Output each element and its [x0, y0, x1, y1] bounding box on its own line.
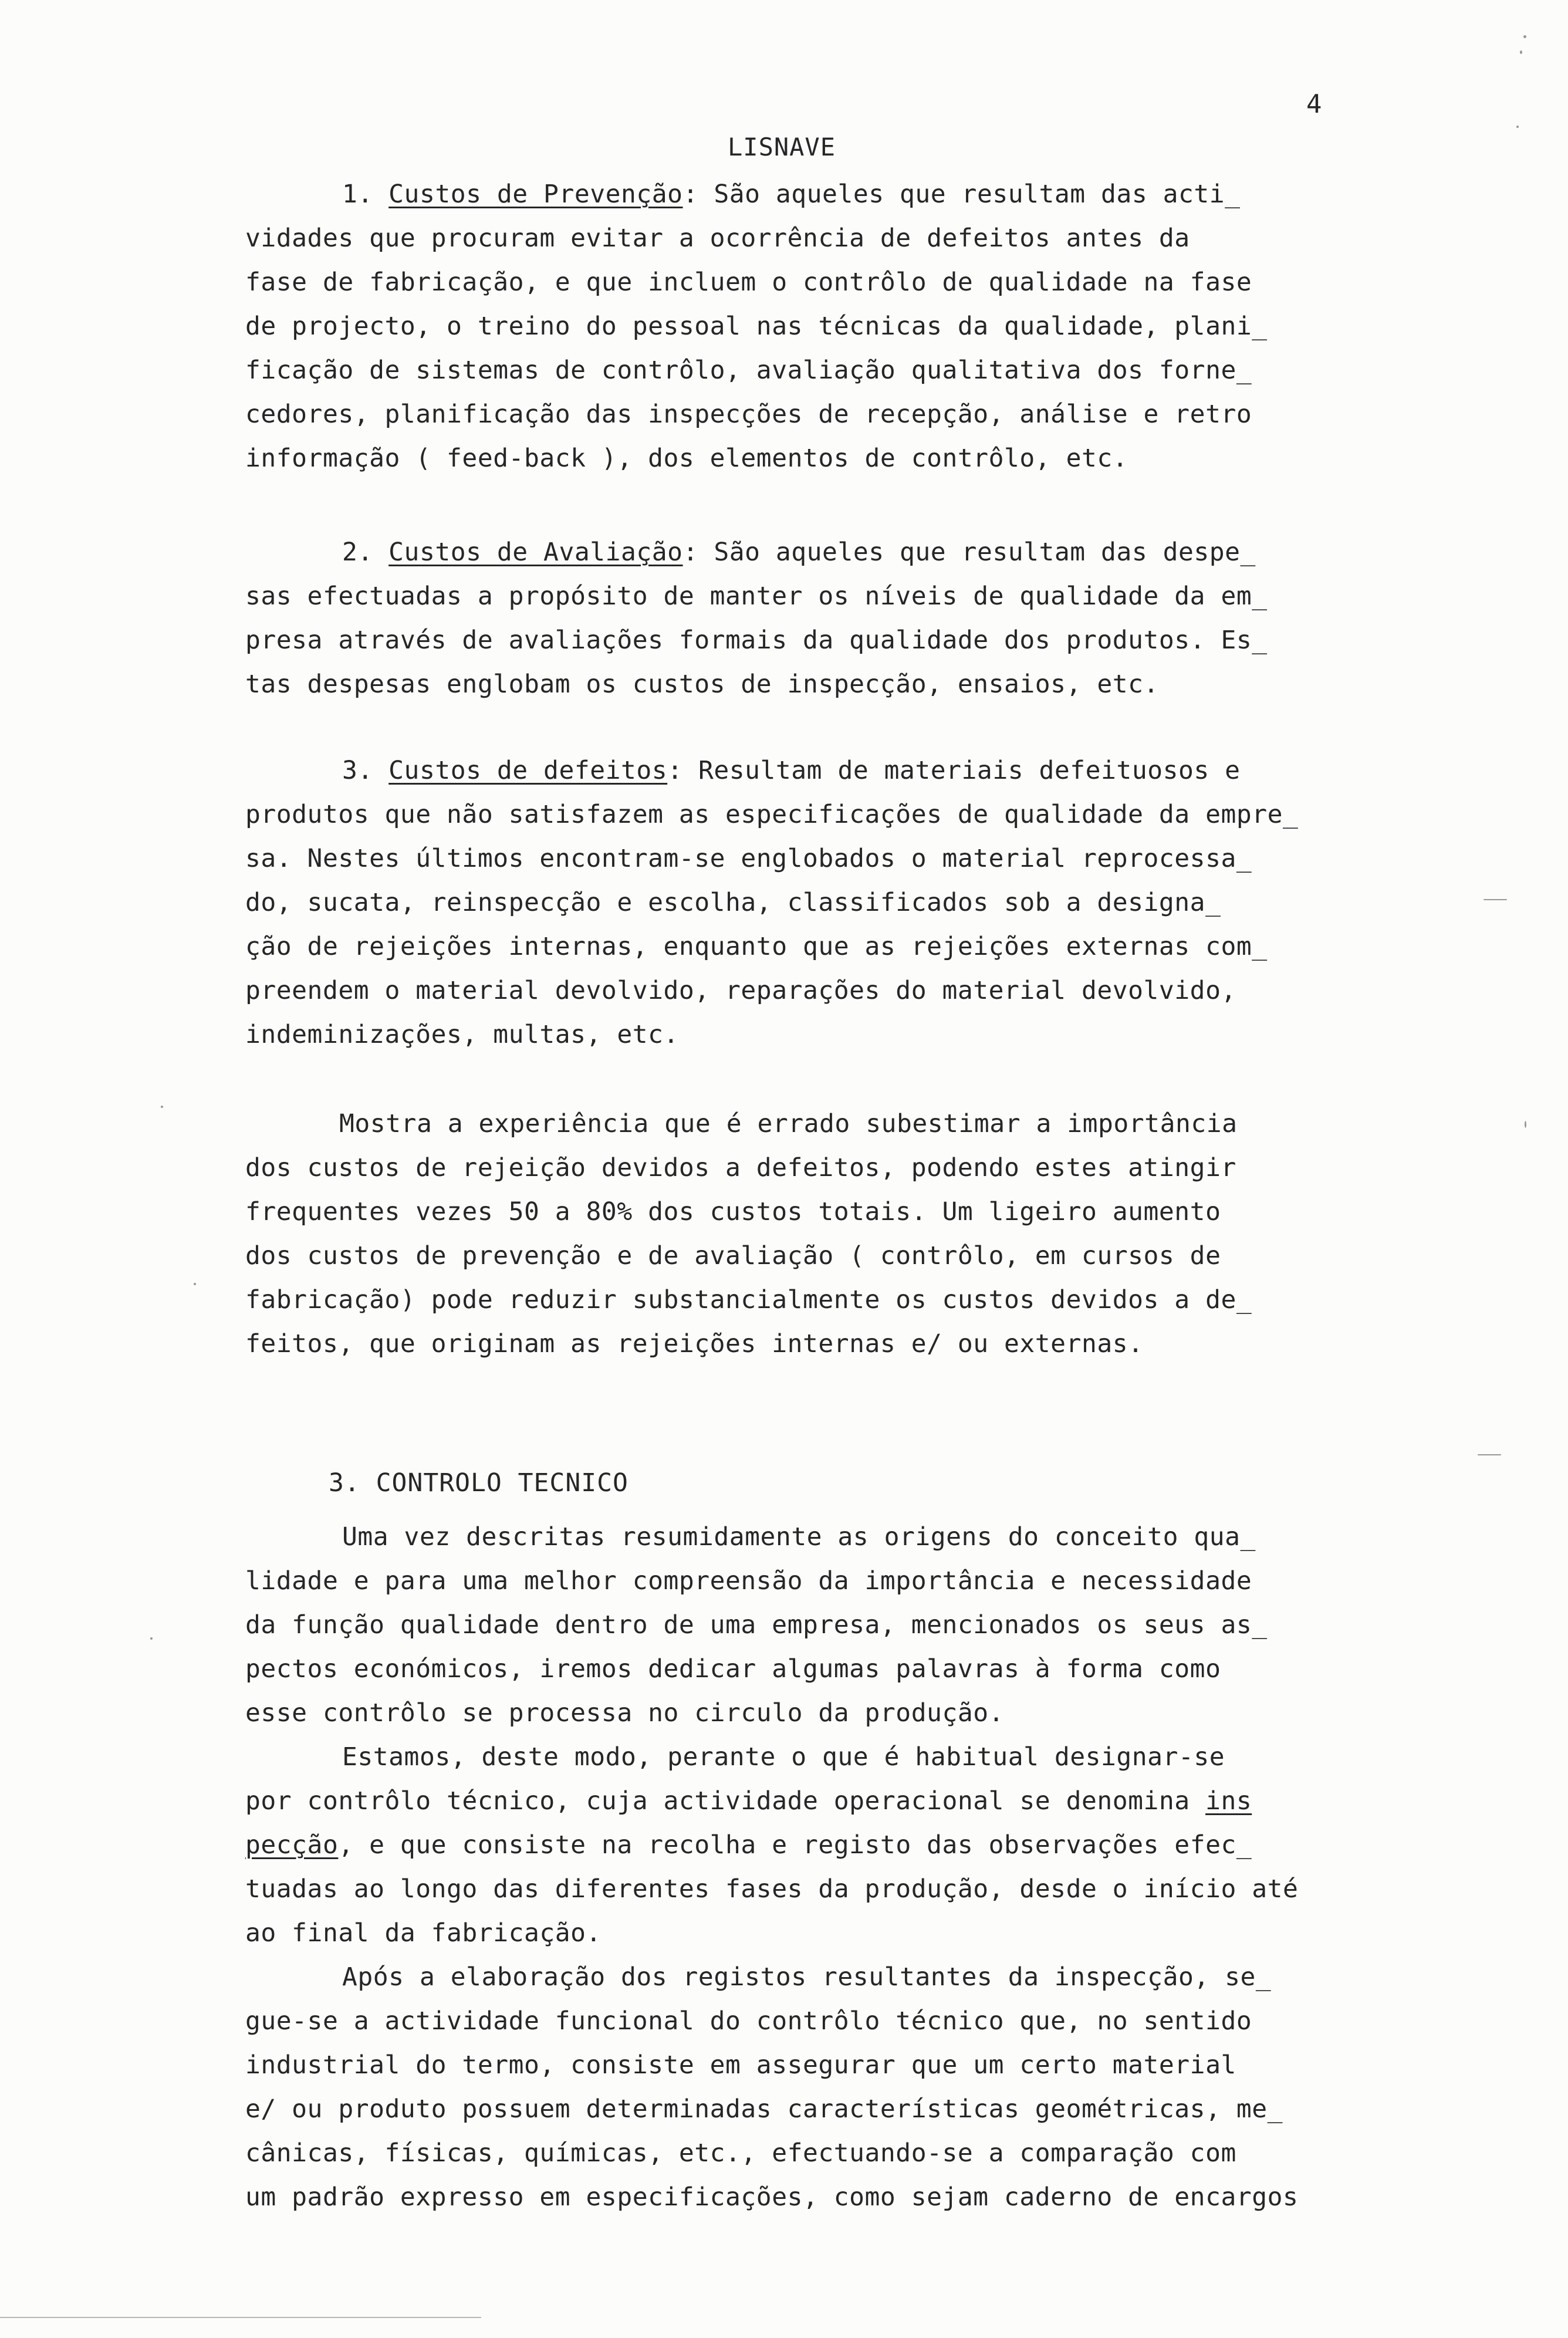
text-segment: , e que consiste na recolha e registo das observações efec_	[338, 1830, 1252, 1860]
text-line: informação ( feed-back ), dos elementos de contrôlo, etc.	[245, 444, 1128, 473]
item-number: 1.	[342, 180, 373, 209]
scan-speck	[1478, 1454, 1501, 1455]
text-line: lidade e para uma melhor compreensão da importância e necessidade	[245, 1566, 1252, 1596]
term-inspection-part1: ins	[1205, 1786, 1252, 1816]
item-number: 3.	[342, 756, 373, 785]
text-line: vidades que procuram evitar a ocorrência de defeitos antes da	[245, 224, 1190, 253]
text-line: tuadas ao longo das diferentes fases da produção, desde o início até	[245, 1874, 1299, 1904]
scan-speck	[194, 1283, 196, 1285]
item-title: Custos de Prevenção	[388, 180, 683, 209]
section-paragraph-3	[245, 1955, 1431, 2219]
text-line: da função qualidade dentro de uma empresa, mencionados os seus as_	[245, 1610, 1268, 1640]
text-line: Estamos, deste modo, perante o que é habitual designar-se	[342, 1742, 1225, 1772]
text-line: do, sucata, reinspecção e escolha, classificados sob a designa_	[245, 888, 1221, 917]
text-line: pectos económicos, iremos dedicar algumas palavras à forma como	[245, 1654, 1221, 1684]
item-title: Custos de Avaliação	[388, 538, 683, 567]
text-line: presa através de avaliações formais da qualidade dos produtos. Es_	[245, 626, 1268, 655]
text-line: cânicas, físicas, químicas, etc., efectuando-se a comparação com	[245, 2138, 1236, 2168]
text-segment: por contrôlo técnico, cuja actividade operacional se denomina	[245, 1786, 1206, 1816]
text-line: esse contrôlo se processa no circulo da produção.	[245, 1698, 1005, 1728]
scan-speck	[150, 1637, 153, 1640]
text-line: tas despesas englobam os custos de inspecção, ensaios, etc.	[245, 670, 1159, 699]
page-header: LISNAVE	[728, 133, 836, 161]
item-text: : Resultam de materiais defeituosos e	[667, 756, 1241, 785]
text-line: um padrão expresso em especificações, como sejam caderno de encargos	[245, 2182, 1299, 2212]
scan-speck	[1520, 50, 1522, 54]
section-paragraph-1	[245, 1515, 1431, 1735]
text-line: dos custos de prevenção e de avaliação ( contrôlo, em cursos de	[245, 1241, 1221, 1271]
item-evaluation	[245, 531, 1431, 707]
text-line: Mostra a experiência que é errado subestimar a importância	[339, 1109, 1238, 1138]
section-paragraph-2	[245, 1735, 1431, 1955]
item-title: Custos de defeitos	[388, 756, 668, 785]
item-evaluation-first-line	[245, 531, 1431, 575]
section-heading: 3. CONTROLO TECNICO	[329, 1468, 628, 1498]
item-defects-first-line	[245, 749, 1431, 793]
text-line: Uma vez descritas resumidamente as origens do conceito qua_	[342, 1522, 1256, 1552]
text-line: industrial do termo, consiste em assegurar que um certo material	[245, 2050, 1236, 2080]
text-line: ção de rejeições internas, enquanto que as rejeições externas com_	[245, 932, 1268, 961]
text-line: ficação de sistemas de contrôlo, avaliação qualitativa dos forne_	[245, 356, 1252, 385]
text-line	[245, 1779, 1431, 1823]
scan-speck	[1516, 126, 1519, 128]
text-line	[245, 1823, 1431, 1867]
text-line: indeminizações, multas, etc.	[245, 1020, 679, 1049]
scan-speck	[1483, 899, 1507, 900]
item-prevention-first-line	[245, 173, 1431, 217]
page-number: 4	[1306, 89, 1322, 119]
text-line: cedores, planificação das inspecções de recepção, análise e retro	[245, 400, 1252, 429]
text-line: feitos, que originam as rejeições internas e/ ou externas.	[245, 1329, 1144, 1359]
item-defects	[245, 749, 1431, 1057]
item-text: : São aqueles que resultam das acti_	[682, 180, 1241, 209]
item-number: 2.	[342, 538, 373, 567]
text-line: frequentes vezes 50 a 80% dos custos totais. Um ligeiro aumento	[245, 1197, 1221, 1227]
term-inspection-part2: pecção	[245, 1830, 339, 1860]
text-line: sa. Nestes últimos encontram-se englobados o material reprocessa_	[245, 844, 1252, 873]
text-line: fabricação) pode reduzir substancialmente os custos devidos a de_	[245, 1285, 1252, 1315]
text-line: ao final da fabricação.	[245, 1918, 601, 1948]
text-line: e/ ou produto possuem determinadas características geométricas, me_	[245, 2094, 1283, 2124]
scan-speck	[1525, 1121, 1526, 1128]
text-line: dos custos de rejeição devidos a defeitos, podendo estes atingir	[245, 1153, 1236, 1182]
paragraph-experience	[245, 1102, 1431, 1366]
item-prevention	[245, 173, 1431, 481]
text-line: de projecto, o treino do pessoal nas técnicas da qualidade, plani_	[245, 312, 1268, 341]
scan-speck	[1523, 35, 1526, 38]
text-line: fase de fabricação, e que incluem o contrôlo de qualidade na fase	[245, 268, 1252, 297]
text-line: produtos que não satisfazem as especificações de qualidade da empre_	[245, 800, 1299, 829]
item-text: : São aqueles que resultam das despe_	[682, 538, 1256, 567]
text-line: sas efectuadas a propósito de manter os níveis de qualidade da em_	[245, 582, 1268, 611]
text-line: gue-se a actividade funcional do contrôlo técnico que, no sentido	[245, 2006, 1252, 2036]
text-line: preendem o material devolvido, reparações do material devolvido,	[245, 976, 1236, 1005]
scan-edge-line	[0, 2317, 481, 2318]
scan-speck	[161, 1106, 163, 1108]
text-line: Após a elaboração dos registos resultantes da inspecção, se_	[342, 1962, 1272, 1992]
